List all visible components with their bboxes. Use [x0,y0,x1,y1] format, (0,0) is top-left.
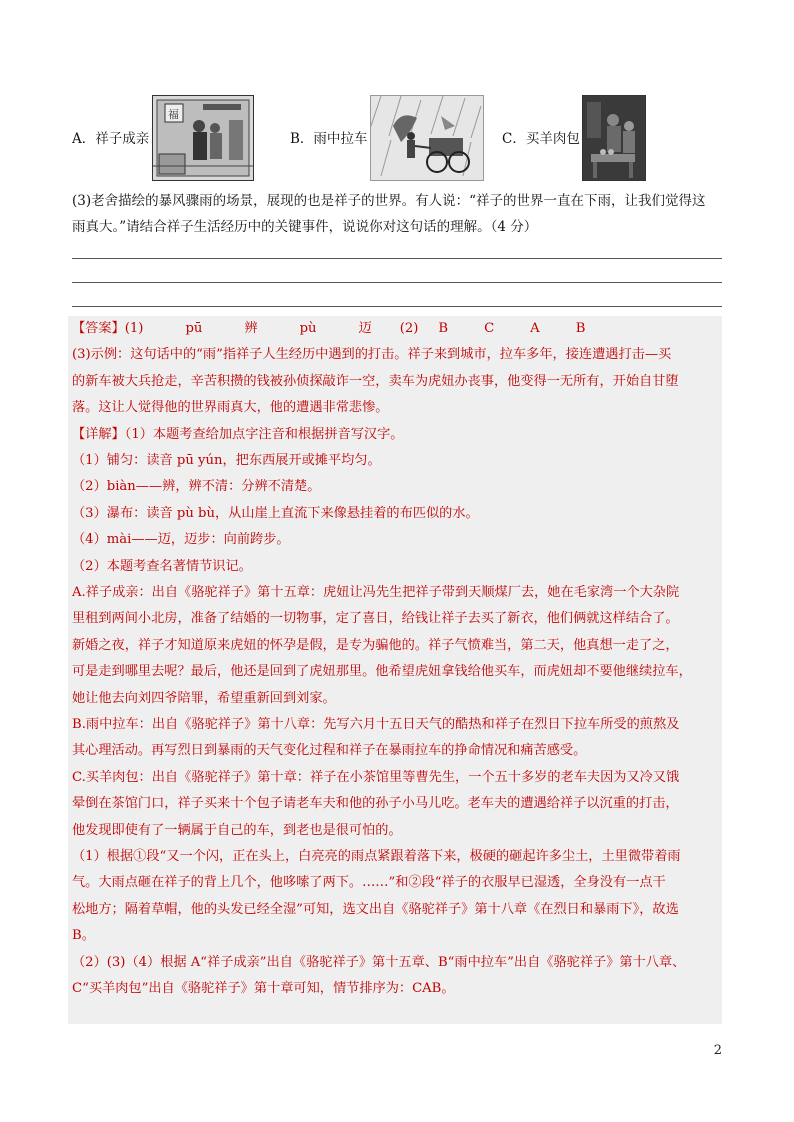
answer-part: B [575,321,586,336]
source-explanation-line: 气。大雨点砸在祥子的背上几个，他哆嗦了两下。……”和②段“祥子的衣服早已湿透，全身没有一点干 [72,875,666,891]
option-b [290,95,490,179]
option-a-explanation-line: 她让他去向刘四爷陪罪，希望重新回到刘家。 [72,690,336,706]
answer-part: (1) [124,321,144,336]
option-c-explanation-line: 晕倒在茶馆门口，祥子买来十个包子请老车夫和他的孙子小马儿吃。老车夫的遭遇给祥子以沉重的打击， [72,796,679,812]
question-3-line-2: 雨真大。”请结合祥子生活经历中的关键事件，说说你对这句话的理解。（4 分） [72,219,538,235]
detail-line-1 [72,422,403,448]
order-explanation-line: （2）(3)（4）根据 A“祥子成亲”出自《骆驼祥子》第十五章、B“雨中拉车”出自《骆驼祥子》第十八章、 [72,954,686,970]
svg-text:福: 福 [168,108,179,121]
option-c-explanation-line: C.买羊肉包：出自《骆驼祥子》第十章：祥子在小茶馆里等曹先生，一个五十多岁的老车夫因为又冷又饿 [72,769,680,785]
page-number: 2 [713,1043,722,1058]
option-c [502,95,702,179]
option-a-explanation-line: 可是走到哪里去呢？最后，他还是回到了虎妞那里。他希望虎妞拿钱给他买车，而虎妞却不要他继续拉车， [72,664,692,680]
option-a-label: A．祥子成亲 [72,131,150,147]
detail-tag: 【详解】 [72,426,125,442]
answer-blank-line [72,306,722,307]
answer-part: pù [299,321,317,336]
source-explanation-line: （1）根据①段“又一个闪，正在头上，白亮亮的雨点紧跟着落下来，极硬的砸起许多尘土，土里微带着雨 [72,849,681,864]
answer-line-1 [72,316,585,342]
detail-text: （1）本题考查给加点字注音和根据拼音写汉字。 [124,426,404,442]
buying-buns-illustration [582,95,646,181]
detail-line: （3）瀑布：读音 pù bù，从山崖上直流下来像悬挂着的布匹似的水。 [72,505,479,521]
option-c-label: C．买羊肉包 [502,131,580,147]
option-b-label: B．雨中拉车 [290,131,368,147]
answer-part: (2) [399,321,419,336]
answer-part: 迈 [358,321,372,336]
answer-part: A [530,321,540,336]
option-a-explanation-line: 新婚之夜，祥子才知道原来虎妞的怀孕是假，是专为骗他的。祥子气愤难当，第二天，他真想一走了之， [72,637,679,653]
option-a [72,95,222,179]
answer-part: B [438,321,449,336]
source-explanation-line: 松地方；隔着草帽，他的头发已经全湿”可知，选文出自《骆驼祥子》第十八章《在烈日和暴雨下》，故选 [72,901,679,917]
answer-part: pū [185,321,203,336]
answer-part: C [484,321,495,336]
detail-line: （2）本题考查名著情节识记。 [72,558,252,574]
wedding-scene-illustration [152,95,254,181]
question-3 [72,188,724,240]
option-b-explanation-line: B.雨中拉车：出自《骆驼祥子》第十八章：先写六月十五日天气的酷热和祥子在烈日下拉车所受的煎熬及 [72,717,680,732]
order-explanation-line: C“买羊肉包”出自《骆驼祥子》第十章可知，情节排序为：CAB。 [72,981,455,996]
example-line: 的新车被大兵抢走，辛苦积攒的钱被孙侦探敲诈一空，卖车为虎妞办丧事，他变得一无所有，开始自甘堕 [72,373,679,389]
answer-part: 辨 [244,321,258,336]
detail-line: （1）铺匀：读音 pū yún，把东西展开或摊平均匀。 [72,453,381,468]
option-c-explanation-line: 他发现即使有了一辆属于自己的车，到老也是很可怕的。 [72,822,402,838]
option-a-explanation-line: A.祥子成亲：出自《骆驼祥子》第十五章：虎妞让冯先生把祥子带到天顺煤厂去，她在毛家湾一个大杂院 [72,585,680,600]
option-b-explanation-line: 其心理活动。再写烈日到暴雨的天气变化过程和祥子在暴雨拉车的挣命情况和痛苦感受。 [72,743,587,759]
answer-tag: 【答案】 [72,321,125,336]
answer-section [68,316,722,1024]
example-line: 落。这让人觉得他的世界雨真大，他的遭遇非常悲惨。 [72,400,389,416]
source-explanation-line: B。 [72,928,95,944]
answer-blank-line [72,258,722,259]
detail-line: （2）biàn——辨，辨不清：分辨不清楚。 [72,479,321,495]
answer-options-row [72,95,722,179]
question-3-line-1: (3)老舍描绘的暴风骤雨的场景，展现的也是祥子的世界。有人说：“祥子的世界一直在下雨，让我们觉得这 [72,193,706,209]
answer-blank-line [72,282,722,283]
option-a-explanation-line: 里租到两间小北房，准备了结婚的一切物事，定了喜日，给钱让祥子去买了新衣，他们俩就这样结合了。 [72,611,679,627]
rickshaw-in-rain-illustration [370,95,484,181]
detail-line: （4）mài——迈，迈步：向前跨步。 [72,532,290,548]
example-line: (3)示例：这句话中的“雨”指祥子人生经历中遇到的打击。祥子来到城市，拉车多年，接连遭遇打击—买 [72,347,672,363]
